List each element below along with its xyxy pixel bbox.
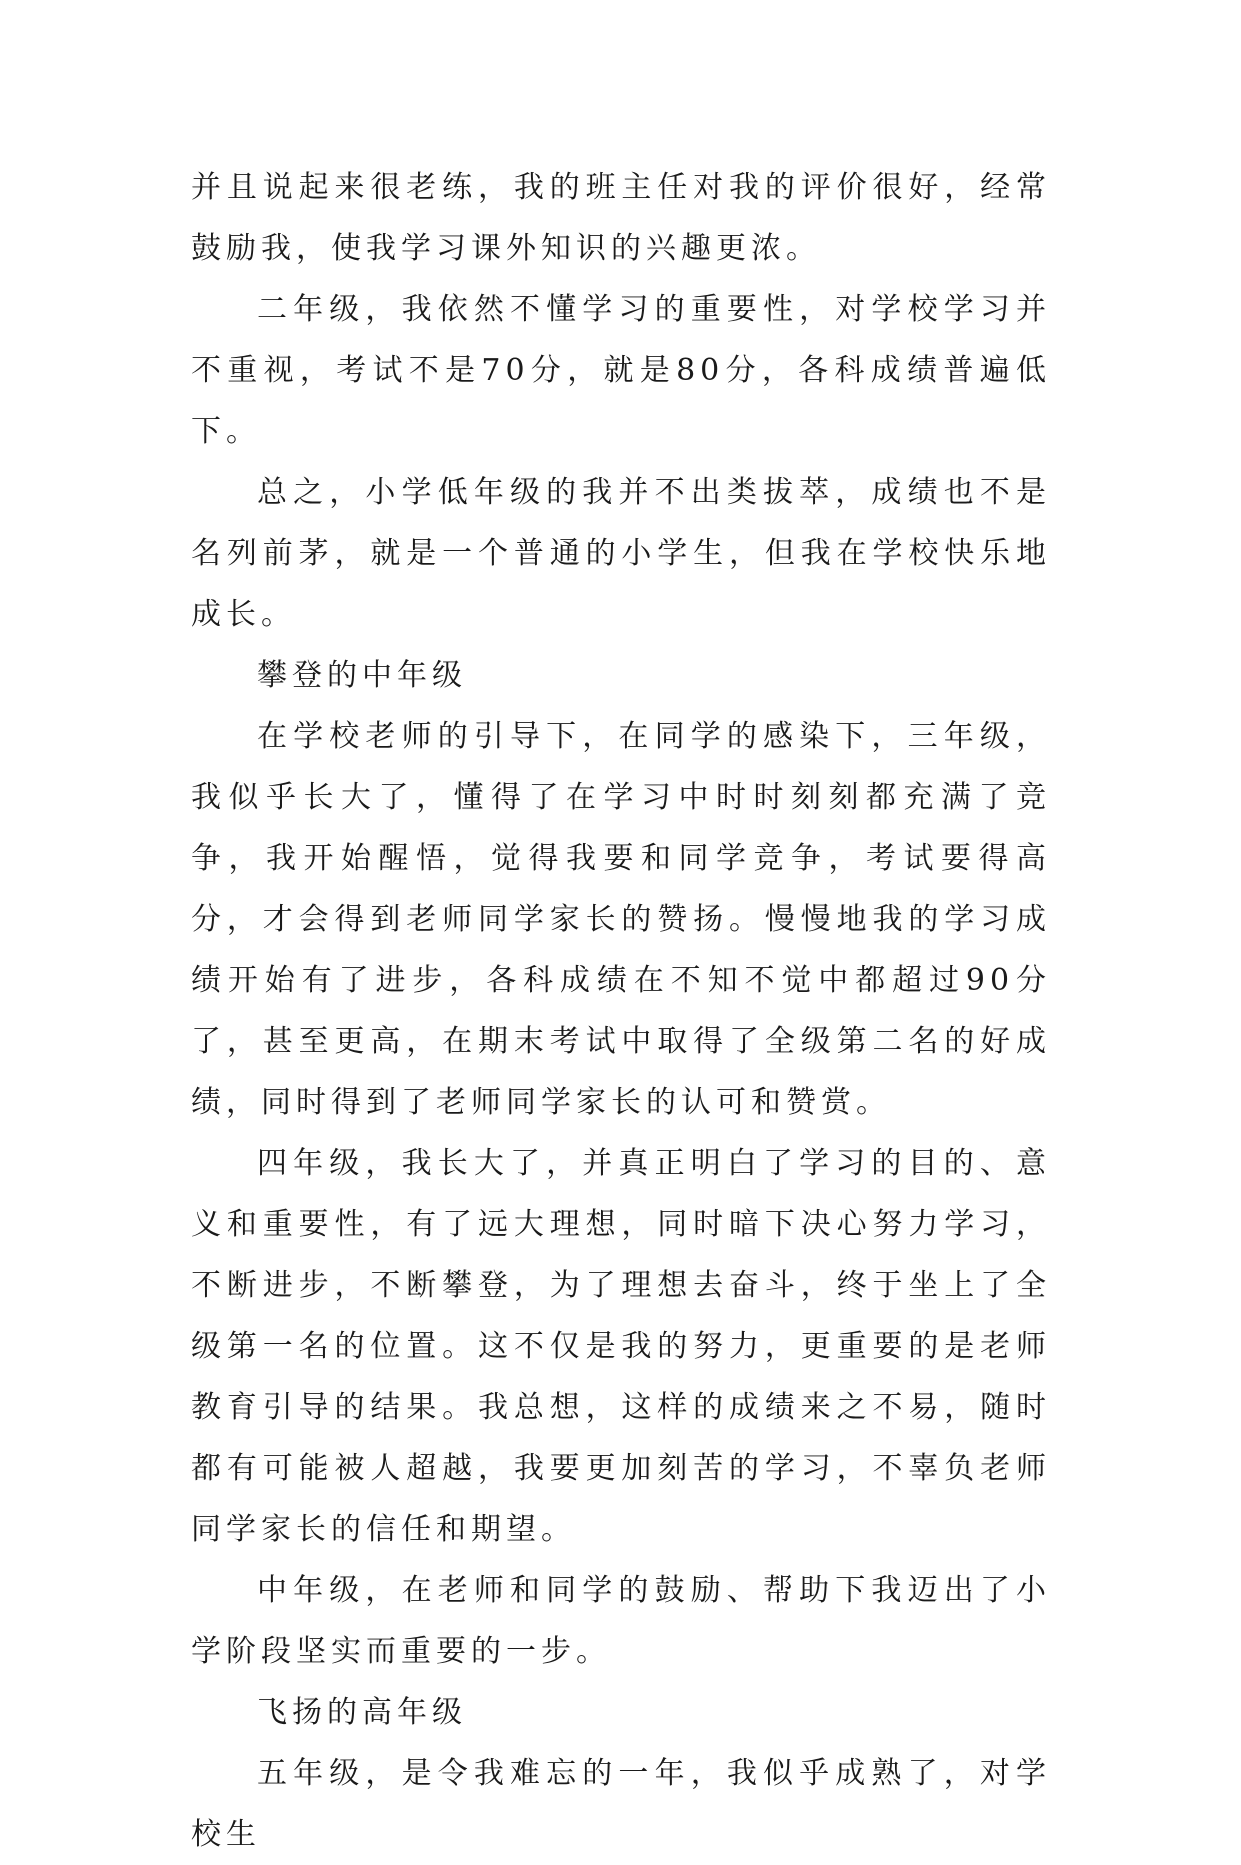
paragraph: 中年级，在老师和同学的鼓励、帮助下我迈出了小学阶段坚实而重要的一步。: [191, 1573, 1051, 1669]
paragraph: 总之，小学低年级的我并不出类拔萃，成绩也不是名列前茅，就是一个普通的小学生，但我在学校快乐地成长。: [191, 475, 1051, 632]
section-heading: 攀登的中年级: [257, 658, 467, 693]
paragraph: 并且说起来很老练，我的班主任对我的评价很好，经常鼓励我，使我学习课外知识的兴趣更浓。: [191, 170, 1051, 266]
section-heading: 飞扬的高年级: [257, 1695, 467, 1730]
paragraph: 五年级，是令我难忘的一年，我似乎成熟了，对学校生: [191, 1756, 1051, 1852]
paragraph: 四年级，我长大了，并真正明白了学习的目的、意义和重要性，有了远大理想，同时暗下决心努力学习，不断进步，不断攀登，为了理想去奋斗，终于坐上了全级第一名的位置。这不仅是我的努力，更重要的是老师教育引导的结果。我总想，这样的成绩来之不易，随时都有可能被人超越，我要更加刻苦的学习，不辜负老师同学家长的信任和期望。: [191, 1146, 1051, 1547]
paragraph: 在学校老师的引导下，在同学的感染下，三年级，我似乎长大了，懂得了在学习中时时刻刻都充满了竞争，我开始醒悟，觉得我要和同学竞争，考试要得高分，才会得到老师同学家长的赞扬。慢慢地我的学习成绩开始有了进步，各科成绩在不知不觉中都超过90分了，甚至更高，在期末考试中取得了全级第二名的好成绩，同时得到了老师同学家长的认可和赞赏。: [191, 719, 1051, 1120]
document-body: [191, 157, 1051, 1865]
paragraph: 二年级，我依然不懂学习的重要性，对学校学习并不重视，考试不是70分，就是80分，各科成绩普遍低下。: [191, 292, 1051, 449]
